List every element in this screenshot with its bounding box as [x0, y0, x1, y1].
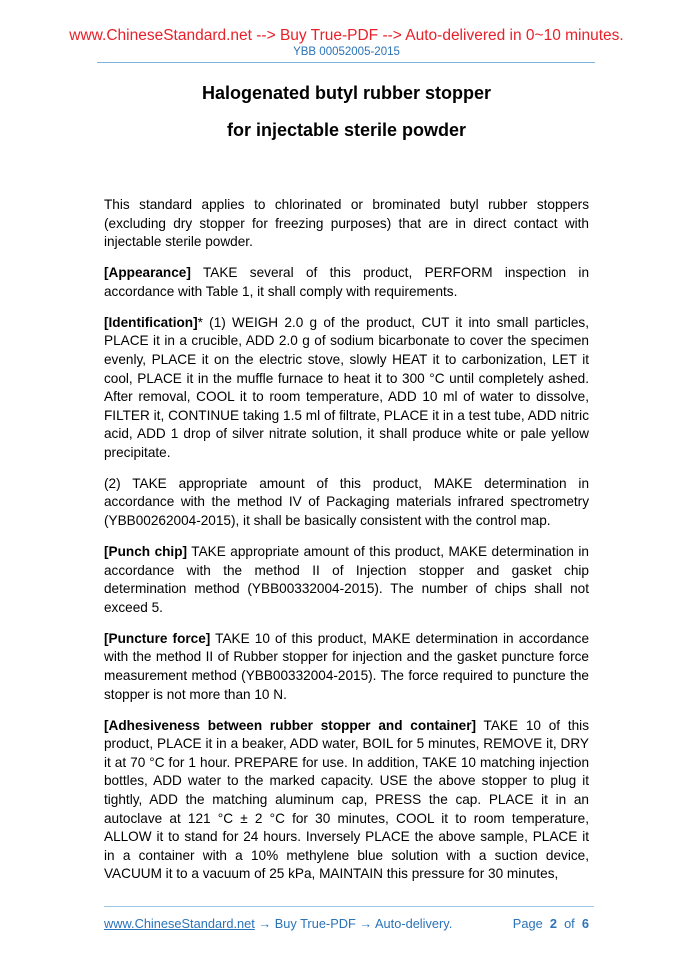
paragraph-text: TAKE several of this product, PERFORM inspection in accordance with Table 1, it shall comply with requirements. [104, 265, 589, 299]
paragraph [104, 630, 589, 704]
paragraph-lead: [Puncture force] [104, 630, 211, 646]
paragraph-lead: [Appearance] [104, 265, 191, 281]
document-body [104, 196, 589, 896]
header-divider [97, 62, 595, 63]
paragraph-lead: [Identification] [104, 314, 198, 330]
paragraph-text: This standard applies to chlorinated or brominated butyl rubber stoppers (excluding dry stopper for freezing purposes) that are in direct contact with injectable sterile powder. [104, 197, 589, 250]
document-title-line2: for injectable sterile powder [226, 120, 467, 140]
paragraph-lead: [Adhesiveness between rubber stopper and container] [104, 717, 477, 733]
page-indicator [513, 916, 589, 931]
document-title-line1: Halogenated butyl rubber stopper [201, 83, 492, 103]
paragraph [104, 196, 589, 252]
of-label: of [564, 916, 575, 931]
paragraph [104, 543, 589, 617]
paragraph [104, 475, 589, 531]
paragraph-text: TAKE 10 of this product, PLACE it in a beaker, ADD water, BOIL for 5 minutes, REMOVE it, DRY it at 70 °C for 1 hour. PREPARE for use. In addition, TAKE 10 matching injection bottles, ADD water to the marked capacity. USE the above stopper to plug it tightly, ADD the matching aluminum cap, PRESS the cap. PLACE it in an autoclave at 121 °C ± 2 °C for 30 minutes, COOL it to room temperature, ALLOW it to stand for 24 hours. Inversely PLACE the above sample, PLACE it in a container with a 10% methylene blue solution with a suction device, VACUUM it to a vacuum of 25 kPa, MAINTAIN this pressure for 30 minutes, [104, 717, 589, 882]
paragraph-text: (2) TAKE appropriate amount of this product, MAKE determination in accordance with the method IV of Packaging materials infrared spectrometry (YBB00262004-2015), it shall be basically consistent with the control map. [104, 475, 589, 529]
paragraph [104, 717, 589, 884]
footer-link[interactable]: www.ChineseStandard.net [104, 916, 255, 931]
page-current: 2 [549, 916, 557, 931]
paragraph [104, 314, 589, 463]
promo-banner: www.ChineseStandard.net --> Buy True-PDF --> Auto-delivered in 0~10 minutes. [69, 27, 624, 44]
paragraph-text: TAKE appropriate amount of this product, MAKE determination in accordance with the method II of Injection stopper and gasket chip determination method (YBB00332004-2015). The number of chips shall not exceed 5. [104, 544, 589, 615]
footer [104, 916, 589, 931]
standard-code: YBB 00052005-2015 [293, 46, 400, 58]
page-total: 6 [581, 916, 589, 931]
footer-divider [104, 906, 594, 907]
paragraph-lead: [Punch chip] [104, 544, 188, 560]
paragraph-text: * (1) WEIGH 2.0 g of the product, CUT it into small particles, PLACE it in a crucible, ADD 2.0 g of sodium bicarbonate to cover the specimen evenly, PLACE it on the electric stove, slowly HEAT it to carbonization, LET it cool, PLACE it in the muffle furnace to heat it to 300 °C until completely ashed. After removal, COOL it to room temperature, ADD 10 ml of water to dissolve, FILTER it, CONTINUE taking 1.5 ml of filtrate, PLACE it in a test tube, ADD nitric acid, ADD 1 drop of silver nitrate solution, it shall produce white or pale yellow precipitate. [104, 314, 589, 460]
paragraph-text: TAKE 10 of this product, MAKE determination in accordance with the method II of Rubber stopper for injection and the gasket puncture force measurement method (YBB00332004-2015). The force required to puncture the stopper is not more than 10 N. [104, 630, 589, 702]
paragraph [104, 264, 589, 301]
page-label: Page [512, 916, 543, 931]
footer-text: → Buy True-PDF → Auto-delivery. [254, 916, 453, 931]
